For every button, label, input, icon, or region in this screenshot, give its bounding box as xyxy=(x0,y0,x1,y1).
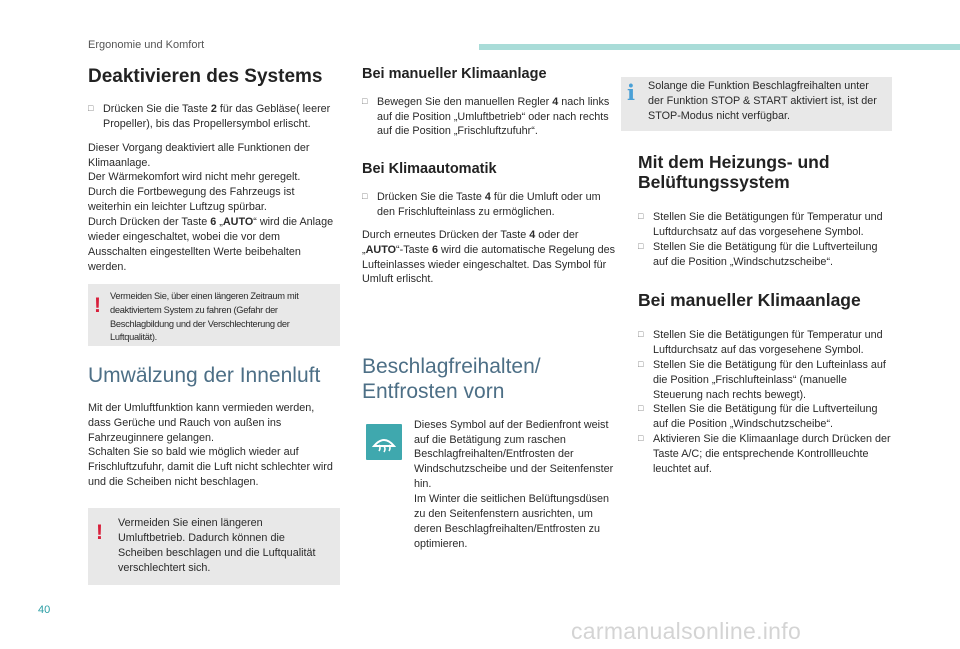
heading-manuelle-klimaanlage: Bei manueller Klimaanlage xyxy=(362,66,547,82)
list-item xyxy=(638,240,892,270)
checkbox-bullet-icon: □ xyxy=(362,191,368,202)
heading-deaktivieren: Deaktivieren des Systems xyxy=(88,66,323,87)
heading-umwaelzung: Umwälzung der Innenluft xyxy=(88,363,321,387)
warning-exclamation-icon: ! xyxy=(96,521,103,545)
text: „ xyxy=(216,216,223,229)
section-label: Ergonomie und Komfort xyxy=(88,39,205,51)
key-ref: AUTO xyxy=(365,243,397,256)
page-number: 40 xyxy=(38,604,51,616)
defrost-block xyxy=(362,418,618,552)
defrost-text: Im Winter die seitlichen Belüftungsdüsen zu den Seitenfenstern ausrichten, um deren Beschlagfreihalten/Entfrosten zu optimieren. xyxy=(414,493,610,550)
warning-box xyxy=(88,508,340,585)
column-middle xyxy=(362,66,618,552)
text: Bewegen Sie den manuellen Regler xyxy=(377,95,553,108)
text: Stellen Sie die Betätigungen für Temperatur und Luftdurchsatz auf das vorgesehene Symbol. xyxy=(653,211,883,239)
paragraph xyxy=(88,215,340,275)
text: Dieser Vorgang deaktiviert alle Funktionen der Klimaanlage. xyxy=(88,141,310,169)
checkbox-bullet-icon: □ xyxy=(638,211,644,222)
checkbox-bullet-icon: □ xyxy=(638,241,644,252)
text: Drücken Sie die Taste xyxy=(377,191,485,204)
text: für die Umluft oder um den Frischlufteinlass zu ermöglichen. xyxy=(377,191,601,218)
list-item xyxy=(638,432,892,477)
text: oder der „ xyxy=(362,228,579,256)
text: Stellen Sie die Betätigung für den Lufteinlass auf die Position „Frischlufteinlass“ (manuelle Steuerung nach rechts bewegt). xyxy=(653,358,886,401)
warning-text: Vermeiden Sie einen längeren Umluftbetrieb. Dadurch können die Scheiben beschlagen und die Luftqualität verschlechtert sich. xyxy=(118,517,316,574)
info-text: Solange die Funktion Beschlagfreihalten unter der Funktion STOP & START aktiviert ist, ist der STOP-Modus nicht verfügbar. xyxy=(648,80,877,122)
list-item xyxy=(88,102,340,132)
text: wird die automatische Regelung des Lufteinlasses wieder eingeschaltet. Das Symbol für Umluft erlischt. xyxy=(362,243,616,286)
text: “ wird die Anlage wieder eingeschaltet, wobei die vor dem Ausschalten eingestellten Werte beibehalten werden. xyxy=(88,216,334,273)
key-ref: 4 xyxy=(552,95,559,108)
checkbox-bullet-icon: □ xyxy=(638,433,644,444)
checkbox-bullet-icon: □ xyxy=(362,95,368,106)
key-ref: AUTO xyxy=(222,216,254,229)
paragraph xyxy=(88,141,340,171)
text: Schalten Sie so bald wie möglich wieder auf Frischluftzufuhr, damit die Luft nicht schlechter wird und die Scheiben nicht beschlagen. xyxy=(88,446,333,489)
paragraph xyxy=(362,228,618,288)
text: Durch Drücken der Taste xyxy=(88,216,211,229)
warning-box xyxy=(88,284,340,346)
key-ref: 6 xyxy=(210,216,217,229)
text: Stellen Sie die Betätigungen für Temperatur und Luftdurchsatz auf das vorgesehene Symbol. xyxy=(653,328,883,356)
heading-heizung-belueftung: Mit dem Heizungs- und Belüftungssystem xyxy=(638,152,830,193)
paragraph xyxy=(88,170,340,185)
warning-text: Vermeiden Sie, über einen längeren Zeitraum mit deaktiviertem System zu fahren (Gefahr der Beschlagbildung und der Verschlechterung der Luftqualität). xyxy=(110,290,299,343)
heading-beschlagfreihalten: Beschlagfreihalten/ Entfrosten vorn xyxy=(362,355,541,403)
text: Drücken Sie die Taste xyxy=(103,102,211,115)
info-i-icon: i xyxy=(627,80,635,105)
info-box xyxy=(621,77,892,131)
text: “-Taste xyxy=(396,243,433,256)
paragraph xyxy=(88,401,340,446)
watermark: carmanualsonline.info xyxy=(571,618,802,644)
text: für das Gebläse( leerer Propeller), bis das Propellersymbol erlischt. xyxy=(103,102,331,130)
list-item xyxy=(362,190,618,220)
key-ref: 4 xyxy=(484,191,491,204)
heading-manuelle-klimaanlage-2: Bei manueller Klimaanlage xyxy=(638,289,861,310)
text: Stellen Sie die Betätigung für die Luftverteilung auf die Position „Windschutzscheibe“. xyxy=(653,403,878,431)
text: nach links auf die Position „Umluftbetrieb“ oder nach rechts auf die Position „Frischluftzufuhr“. xyxy=(377,95,610,138)
header-accent-bar xyxy=(479,44,960,50)
column-right xyxy=(627,77,892,477)
checkbox-bullet-icon: □ xyxy=(88,102,94,113)
text: Durch die Fortbewegung des Fahrzeugs ist weiterhin ein leichter Luftzug spürbar. xyxy=(88,186,295,214)
checkbox-bullet-icon: □ xyxy=(638,403,644,414)
checkbox-bullet-icon: □ xyxy=(638,328,644,339)
paragraph xyxy=(88,185,340,215)
warning-exclamation-icon: ! xyxy=(94,293,101,317)
key-ref: 6 xyxy=(432,243,439,256)
text: Mit der Umluftfunktion kann vermieden werden, dass Gerüche und Rauch von außen ins Fahrzeuginnere gelangen. xyxy=(88,401,315,444)
column-left xyxy=(88,66,340,585)
windscreen-defrost-icon xyxy=(366,424,402,460)
text: Der Wärmekomfort wird nicht mehr geregelt. xyxy=(88,171,301,184)
defrost-text: Dieses Symbol auf der Bedienfront weist auf die Betätigung zum raschen Beschlagfreihalten/Entfrosten der Windschutzscheibe und der Seitenfenster hin. xyxy=(414,418,614,491)
text: Durch erneutes Drücken der Taste xyxy=(362,228,530,241)
list-item xyxy=(638,328,892,358)
list-item xyxy=(638,402,892,432)
text: Aktivieren Sie die Klimaanlage durch Drücken der Taste A/C; die entsprechende Kontrollleuchte leuchtet auf. xyxy=(653,433,891,475)
text: Stellen Sie die Betätigung für die Luftverteilung auf die Position „Windschutzscheibe“. xyxy=(653,241,878,268)
list-item xyxy=(638,210,892,240)
key-ref: 2 xyxy=(210,102,217,115)
paragraph xyxy=(88,445,340,490)
checkbox-bullet-icon: □ xyxy=(638,358,644,369)
heading-klimaautomatik: Bei Klimaautomatik xyxy=(362,161,497,178)
list-item xyxy=(638,358,892,403)
list-item xyxy=(362,95,618,140)
key-ref: 4 xyxy=(529,228,536,241)
